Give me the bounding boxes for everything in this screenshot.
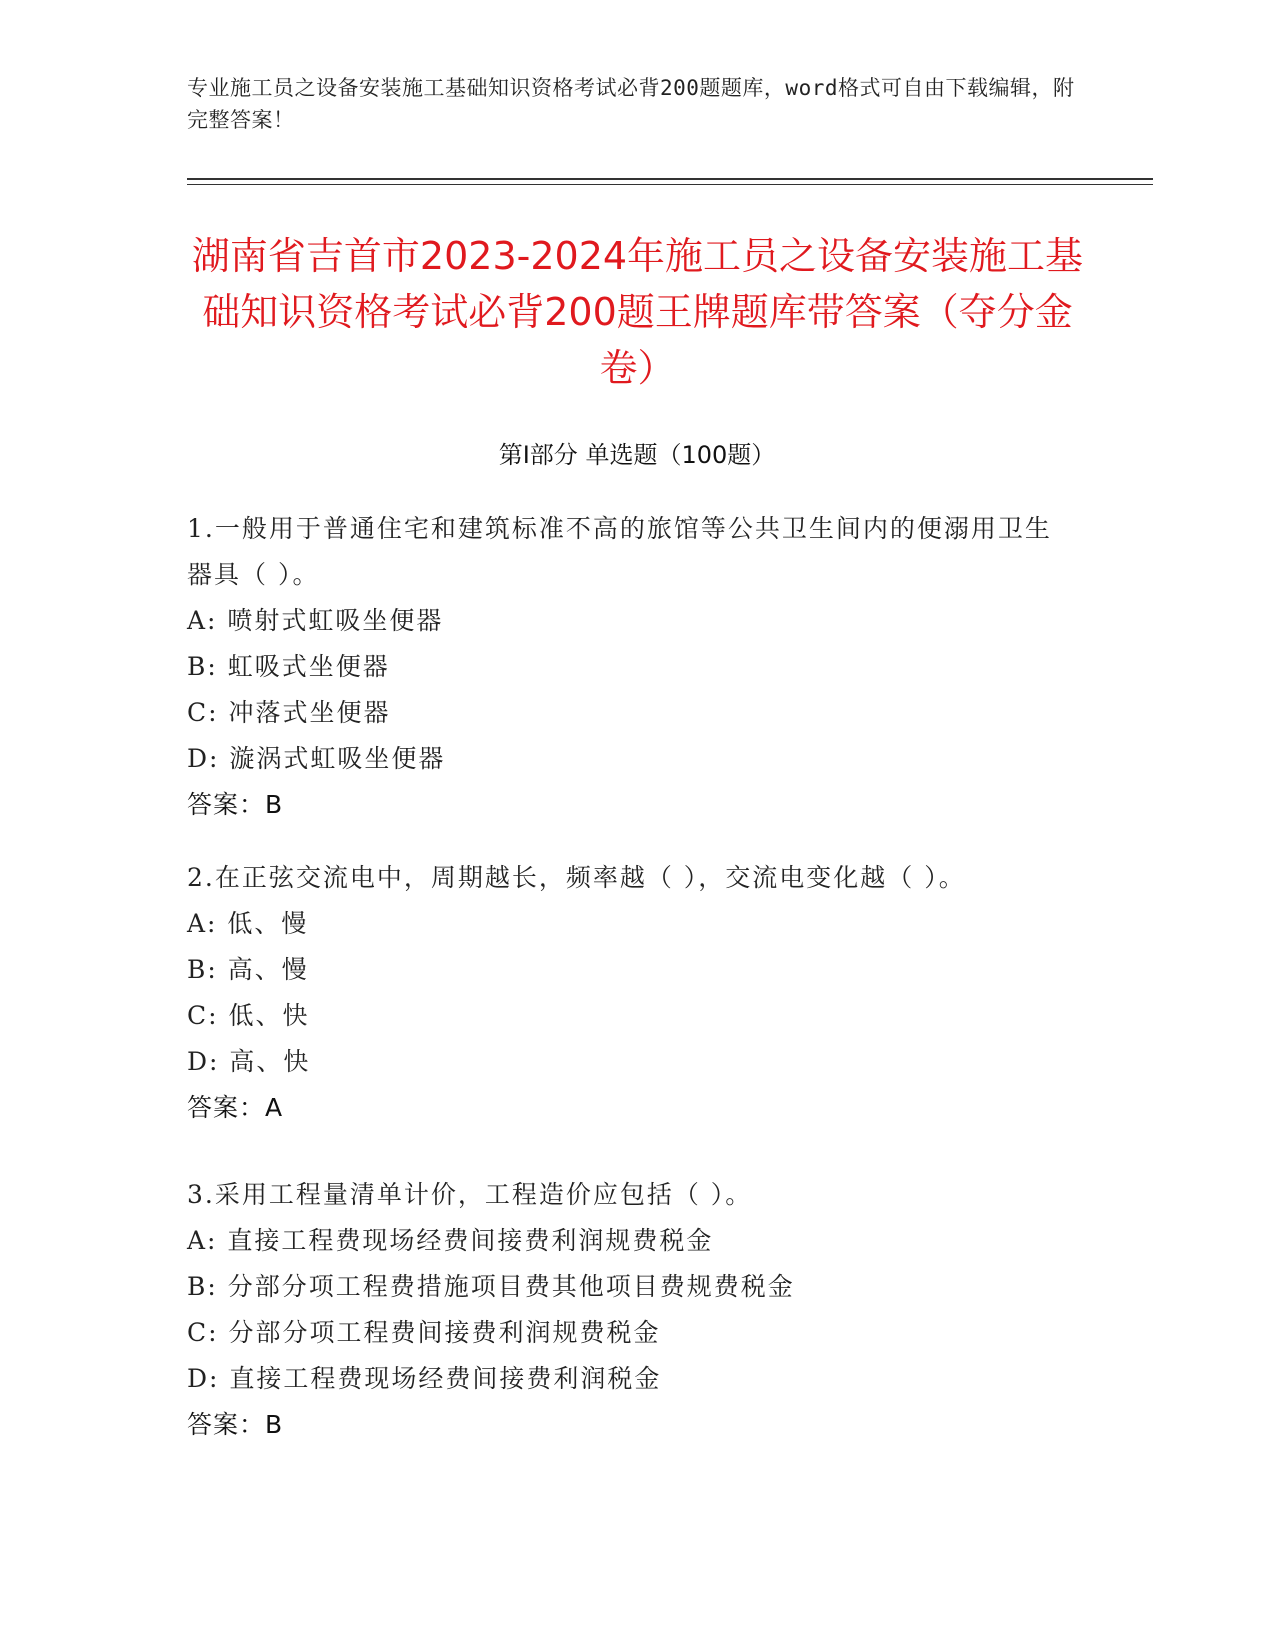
option-d: D: 高、快 [187, 1047, 311, 1076]
question-3 [187, 1172, 1067, 1448]
answer: 答案：A [187, 1093, 284, 1122]
option-d: D: 漩涡式虹吸坐便器 [187, 744, 446, 773]
option-c: C: 分部分项工程费间接费利润规费税金 [187, 1318, 661, 1347]
option-a: A: 直接工程费现场经费间接费利润规费税金 [187, 1226, 714, 1255]
header-divider [187, 178, 1153, 180]
option-c: C: 冲落式坐便器 [187, 698, 391, 727]
option-d: D: 直接工程费现场经费间接费利润税金 [187, 1364, 662, 1393]
header-divider-thin [187, 184, 1153, 185]
document-title: 湖南省吉首市2023-2024年施工员之设备安装施工基础知识资格考试必背200题王牌题库带答案（夺分金卷） [191, 234, 1084, 390]
option-b: B: 高、慢 [187, 955, 309, 984]
question-stem: 3.采用工程量清单计价，工程造价应包括（ ）。 [187, 1180, 753, 1209]
answer: 答案：B [187, 790, 284, 819]
option-c: C: 低、快 [187, 1001, 310, 1030]
section-title: 第Ⅰ部分 单选题（100题） [498, 441, 776, 469]
option-a: A: 低、慢 [187, 909, 309, 938]
question-2 [187, 855, 1067, 1131]
question-stem: 2.在正弦交流电中，周期越长，频率越（ ），交流电变化越（ ）。 [187, 863, 966, 892]
option-a: A: 喷射式虹吸坐便器 [187, 606, 444, 635]
option-b: B: 分部分项工程费措施项目费其他项目费规费税金 [187, 1272, 795, 1301]
question-1 [187, 506, 1067, 828]
question-stem: 1.一般用于普通住宅和建筑标准不高的旅馆等公共卫生间内的便溺用卫生器具（ ）。 [187, 514, 1052, 589]
option-b: B: 虹吸式坐便器 [187, 652, 390, 681]
header-note: 专业施工员之设备安装施工基础知识资格考试必背200题题库，word格式可自由下载编辑，附完整答案！ [187, 76, 1075, 132]
answer: 答案：B [187, 1410, 284, 1439]
